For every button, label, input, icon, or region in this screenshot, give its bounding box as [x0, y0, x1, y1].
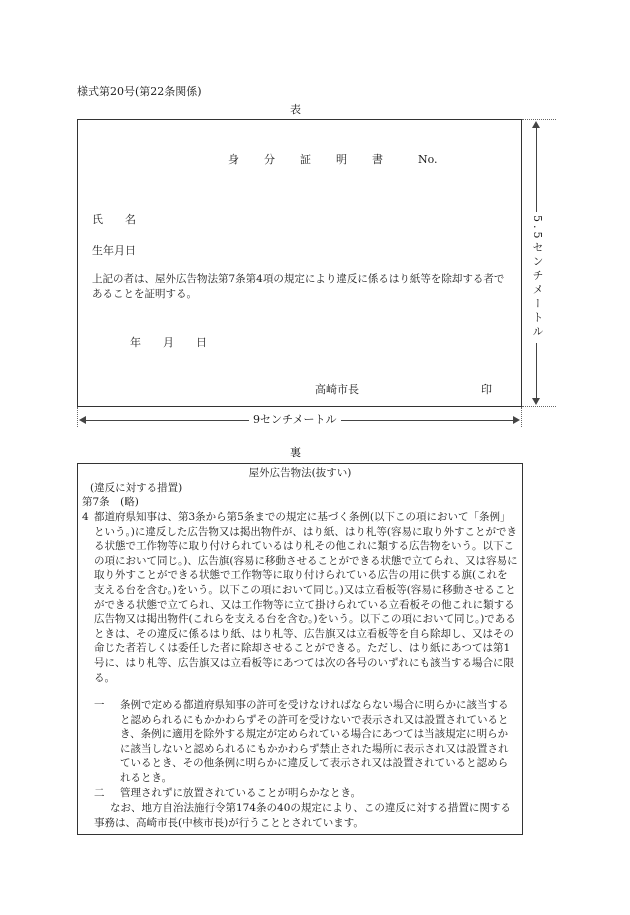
- back-side-label: 裏: [290, 446, 301, 459]
- item-1-number: 一: [94, 699, 105, 711]
- right-extension-line: [521, 407, 522, 427]
- section-heading: (違反に対する措置): [90, 482, 183, 494]
- issue-date-line: 年 月 日: [130, 336, 207, 349]
- excerpt-title: 屋外広告物法(抜すい): [248, 467, 352, 479]
- name-label: 氏 名: [92, 213, 136, 226]
- left-extension-line: [77, 407, 78, 427]
- form-number-label: 様式第20号(第22条関係): [77, 85, 202, 98]
- bottom-extension-line: [522, 406, 556, 407]
- birth-date-label: 生年月日: [92, 244, 136, 257]
- top-extension-line: [522, 119, 556, 120]
- arrow-right-icon: [513, 416, 520, 424]
- item-2-number: 二: [94, 787, 105, 799]
- item-2-text: 管理されずに放置されていることが明らかなとき。: [120, 787, 362, 799]
- paragraph-number: 4: [82, 511, 89, 523]
- seal-mark: 印: [481, 383, 492, 396]
- height-dimension-label: 5.5センチメートル: [529, 212, 545, 343]
- id-card-front: [77, 119, 522, 407]
- administrative-note: なお、地方自治法施行令第174条の40の規定により、この違反に対する措置に関する事務は、高崎市長(中核市長)が行うこととされています。: [94, 802, 511, 829]
- card-number-label: No.: [418, 153, 438, 166]
- width-dimension-label: 9センチメートル: [249, 413, 341, 427]
- article-heading: 第7条 (略): [82, 496, 139, 508]
- issuer-name: 高崎市長: [315, 383, 359, 396]
- front-side-label: 表: [290, 103, 301, 116]
- id-card-back: [77, 463, 523, 835]
- arrow-down-icon: [532, 398, 540, 405]
- certification-statement: 上記の者は、屋外広告物法第7条第4項の規定により違反に係るはり紙等を除却する者であることを証明する。: [92, 273, 505, 300]
- paragraph-4-text: 都道府県知事は、第3条から第5条までの規定に基づく条例(以下この項において「条例」という。)に違反した広告物又は掲出物件が、はり紙、はり札等(容易に取り外すことができる状態で工作物等に取り付けられているはり札その他これに類する広告物をいう。以下この項において同じ。)、広告旗(容易に移動させることができる状態で立てられ、又は容易に取り外すことができる状態で工作物等に取り付けられている広告の用に供する旗(これを支える台を含む。)をいう。以下この項において同じ。)又は立看板等(容易に移動させることができる状態で立てられ、又は工作物等に立て掛けられている立看板その他これに類する広告物又は掲出物件(これらを支える台を含む。)をいう。以下この項において同じ。)であるときは、その違反に係るはり紙、はり札等、広告旗又は立看板等を自ら除却し、又はその命じた者若しくは委任した者に除却させることができる。ただし、はり紙にあつては第1号に、はり札等、広告旗又は立看板等にあつては次の各号のいずれにも該当する場合に限る。: [94, 511, 518, 684]
- card-title: 身 分 証 明 書: [228, 153, 384, 166]
- item-1-text: 条例で定める都道府県知事の許可を受けなければならない場合に明らかに該当すると認められるにもかかわらずその許可を受けないで表示され又は設置されているとき、条例に適用を除外する規定が定められている場合にあつては当該規定に明らかに該当しないと認められるにもかかわらず禁止された場所に表示され又は設置されているとき、その他条例に明らかに違反して表示され又は設置されていると認められるとき。: [120, 699, 509, 784]
